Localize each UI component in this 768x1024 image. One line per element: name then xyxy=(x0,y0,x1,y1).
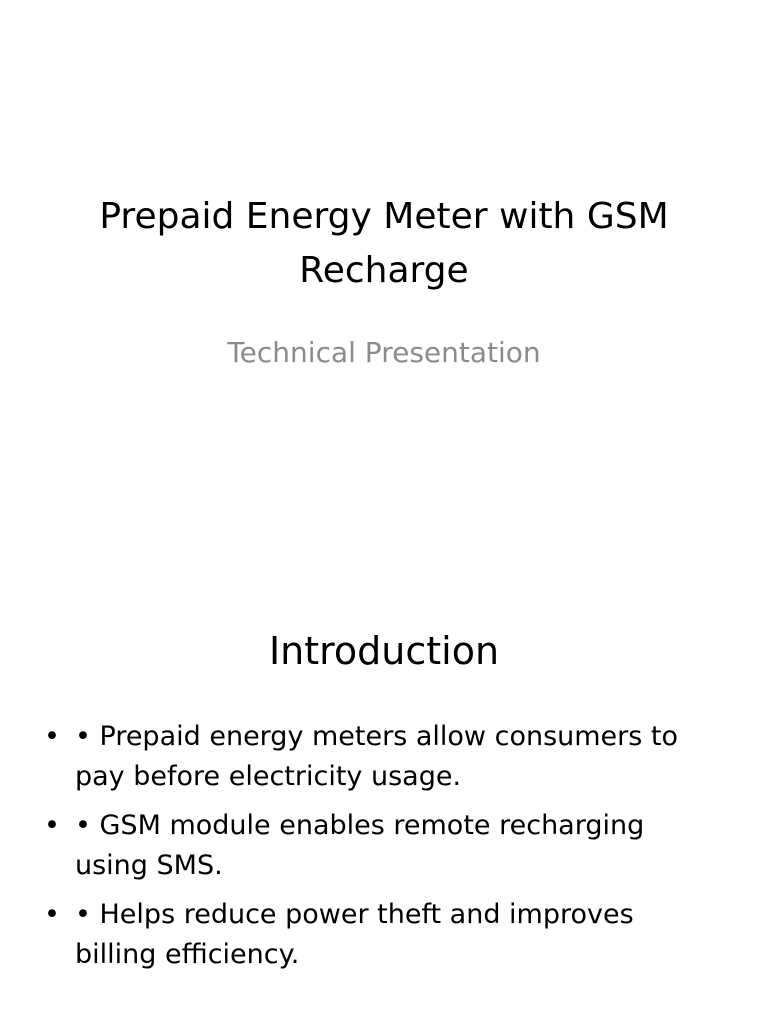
slide-title: Introduction xyxy=(268,629,500,673)
bullet-text: • Helps reduce power theft and improves billing efficiency. xyxy=(75,899,634,970)
bullet-icon: • xyxy=(44,721,60,752)
bullet-text: • GSM module enables remote recharging using SMS. xyxy=(75,810,645,881)
introduction-slide xyxy=(0,576,768,1024)
list-item xyxy=(0,806,768,886)
slide-subtitle: Technical Presentation xyxy=(227,336,541,369)
list-item xyxy=(0,717,768,797)
bullet-text: • Prepaid energy meters allow consumers to pay before electricity usage. xyxy=(75,721,679,792)
list-item xyxy=(0,895,768,975)
bullet-icon: • xyxy=(44,810,60,841)
bullet-list xyxy=(0,717,768,984)
bullet-icon: • xyxy=(44,899,60,930)
slide-title: Prepaid Energy Meter with GSM Recharge xyxy=(99,196,669,291)
